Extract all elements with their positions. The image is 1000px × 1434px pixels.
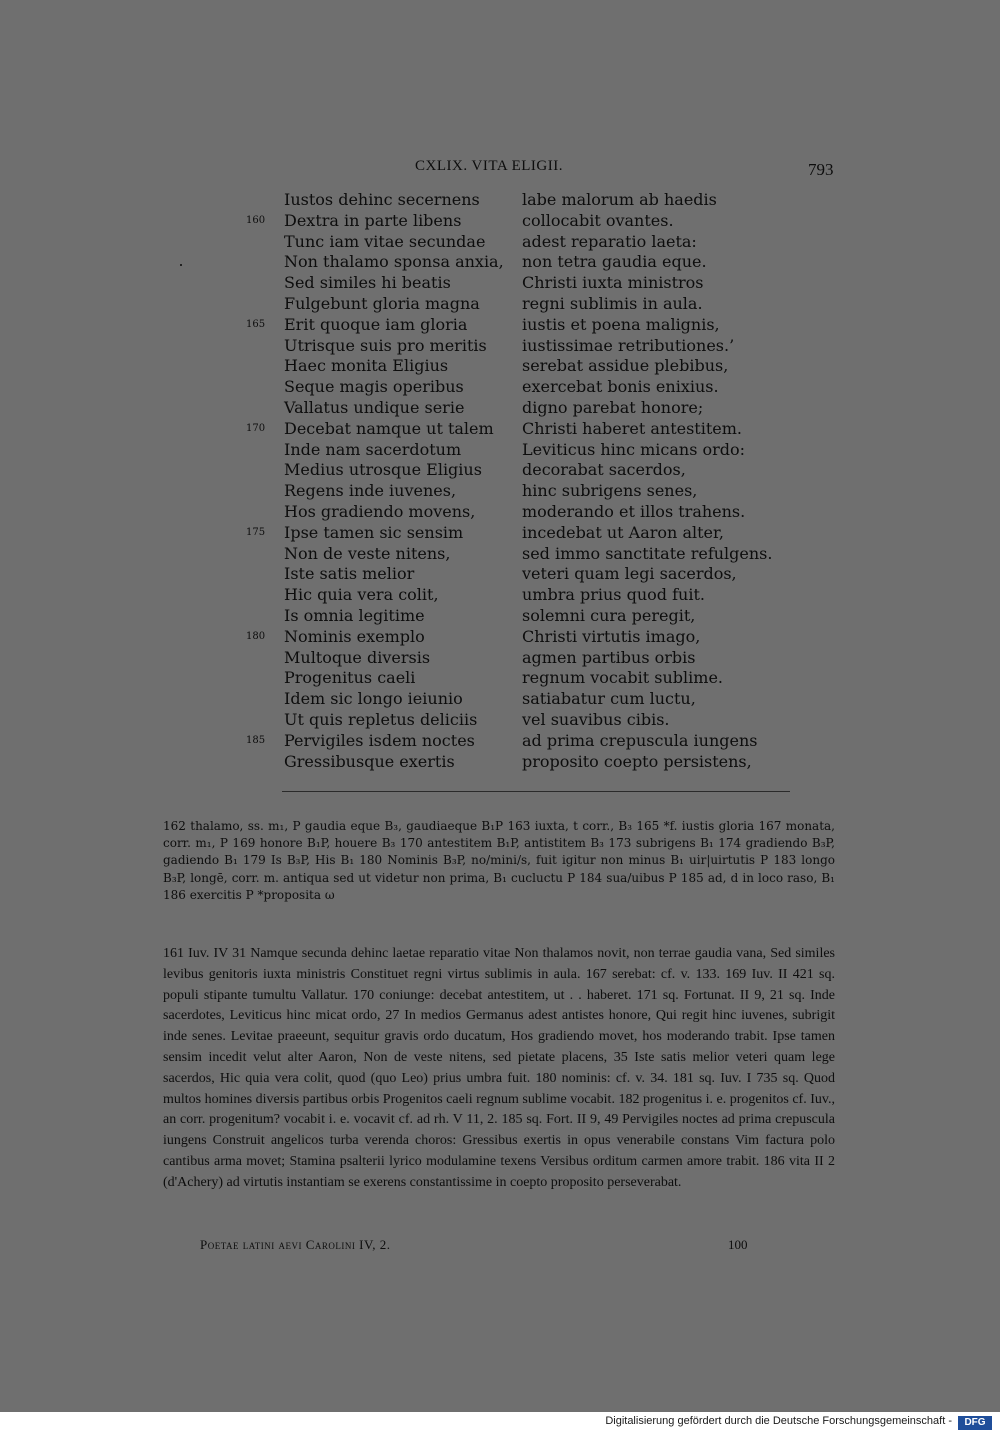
verse-first-half: Sed similes hi beatis — [284, 273, 451, 293]
verse-line — [0, 523, 1000, 544]
verse-first-half: Nominis exemplo — [284, 626, 425, 646]
verse-first-half: Non thalamo sponsa anxia, — [284, 252, 504, 272]
verse-line — [0, 689, 1000, 710]
verse-line — [0, 377, 1000, 398]
verse-line — [0, 752, 1000, 773]
verse-second-half: umbra prius quod fuit. — [522, 585, 705, 605]
verse-second-half: collocabit ovantes. — [522, 210, 674, 230]
verse-second-half: agmen partibus orbis — [522, 647, 696, 667]
verse-first-half: Fulgebunt gloria magna — [284, 293, 480, 313]
verse-first-half: Hos gradiendo movens, — [284, 501, 476, 521]
verse-first-half: Iustos dehinc secernens — [284, 190, 480, 209]
verse-line — [0, 419, 1000, 440]
verse-line — [0, 710, 1000, 731]
verse-second-half: sed immo sanctitate refulgens. — [522, 543, 773, 563]
verse-first-half: Gressibusque exertis — [284, 751, 455, 771]
verse-first-half: Dextra in parte libens — [284, 210, 462, 230]
verse-second-half: digno parebat honore; — [522, 397, 704, 417]
verse-second-half: ad prima crepuscula iungens — [522, 730, 758, 750]
running-title: CXLIX. VITA ELIGII. — [415, 158, 563, 174]
verse-second-half: Christi haberet antestitem. — [522, 418, 742, 438]
verse-second-half: regni sublimis in aula. — [522, 293, 703, 313]
verse-second-half: Leviticus hinc micans ordo: — [522, 439, 746, 459]
footnote-rule — [282, 791, 790, 792]
verse-line — [0, 731, 1000, 752]
verse-second-half: regnum vocabit sublime. — [522, 668, 723, 688]
verse-second-half: decorabat sacerdos, — [522, 460, 686, 480]
verse-line — [0, 232, 1000, 253]
verse-line — [0, 648, 1000, 669]
verse-first-half: Tunc iam vitae secundae — [284, 231, 486, 251]
verse-line — [0, 273, 1000, 294]
verse-first-half: Pervigiles isdem noctes — [284, 730, 475, 750]
verse-first-half: Regens inde iuvenes, — [284, 481, 457, 501]
verse-first-half: Hic quia vera colit, — [284, 585, 439, 605]
verse-line — [0, 502, 1000, 523]
verse-line — [0, 294, 1000, 315]
source-notes: 161 Iuv. IV 31 Namque secunda dehinc laetae reparatio vitae Non thalamos novit, non terrae gaudia vana, Sed similes levibus genitoris iuxta ministris Constituet regni virtus sublimis in aula. 167 serebat: cf. v. 133. 169 Iuv. II 421 sq. populi stipante tumultu Vallatur. 170 coniunge: decebat antestitem, ut . . haberet. 171 sq. Fortunat. II 9, 21 sq. Inde sacerdotes, Leviticus hinc micat ordo, 27 In medios Germanus adest antistes honore, Qui regit hinc iuvenes, subrigit inde senes. Levitae praeeunt, sequitur gravis ordo ducatum, Hos gradiendo movet, hos moderando trabit. Ipse tamen sensim incedit velut alter Aaron, Non de veste nitens, sed pietate placens, 35 Iste satis melior veteri quam lege sacerdos, Hic quia vera colit, quod (quo Leo) prius umbra fuit. 180 nominis: cf. v. 34. 181 sq. Iuv. I 735 sq. Quod multos homines diversis partibus orbis Progenitos caeli regnum sublime vocabit. 182 progenitus i. e. progenitos cf. Iuv., an corr. progenitum? vocabit i. e. vocavit cf. ad rh. V 11, 2. 185 sq. Fort. II 9, 49 Pervigiles noctes ad prima crepuscula iungens Construit angelicos turba verenda choros: Gressibus exertis in opus venerabile constans Vim factura polo cantibus arma movet; Stamina psalterii lyrico modulamine texens Versibus orditum carmen amore trabit. 186 vita II 2 (d'Achery) ad virtutis instantiam se exerens constantissime in coepto proposito perseverabat. — [163, 946, 835, 1190]
verse-second-half: Christi virtutis imago, — [522, 626, 701, 646]
verse-first-half: Ipse tamen sic sensim — [284, 522, 464, 542]
verse-first-half: Is omnia legitime — [284, 605, 425, 625]
verse-second-half: iustissimae retributiones.’ — [522, 335, 735, 355]
verse-line — [0, 544, 1000, 565]
verse-first-half: Decebat namque ut talem — [284, 418, 494, 438]
verse-line — [0, 440, 1000, 461]
verse-first-half: Multoque diversis — [284, 647, 431, 667]
verse-second-half: vel suavibus cibis. — [522, 709, 670, 729]
page-number: 793 — [808, 160, 834, 179]
verse-first-half: Erit quoque iam gloria — [284, 314, 468, 334]
verse-second-half: veteri quam legi sacerdos, — [522, 564, 737, 584]
verse-line — [0, 627, 1000, 648]
verse-line — [0, 190, 1000, 211]
verse-first-half: Haec monita Eligius — [284, 356, 449, 376]
verse-number: 170 — [246, 422, 266, 434]
signature-number: 100 — [728, 1237, 748, 1252]
verse-line — [0, 460, 1000, 481]
verse-second-half: non tetra gaudia eque. — [522, 252, 707, 272]
verse-first-half: Utrisque suis pro meritis — [284, 335, 487, 355]
signature-title: Poetae latini aevi Carolini IV, 2. — [200, 1237, 391, 1252]
funding-banner — [0, 1412, 1000, 1434]
verse-line — [0, 481, 1000, 502]
signature-line — [200, 1237, 840, 1257]
verse-first-half: Iste satis melior — [284, 564, 415, 584]
verse-number: 180 — [246, 630, 266, 642]
verse-second-half: iustis et poena malignis, — [522, 314, 720, 334]
verse-second-half: incedebat ut Aaron alter, — [522, 522, 724, 542]
funding-text: Digitalisierung gefördert durch die Deutsche Forschungsgemeinschaft - — [605, 1415, 952, 1427]
verse-second-half: serebat assidue plebibus, — [522, 356, 729, 376]
verse-line — [0, 585, 1000, 606]
verse-second-half: Christi iuxta ministros — [522, 273, 704, 293]
verse-line — [0, 315, 1000, 336]
verse-first-half: Progenitus caeli — [284, 668, 416, 688]
critical-apparatus: 162 thalamo, ss. m₁, P gaudia eque B₃, gaudiaeque B₁P 163 iuxta, t corr., B₃ 165 *f. iustis gloria 167 monata, corr. m₁, P 169 honore B₁P, houere B₃ 170 antestitem B₁P, antistitem B₃ 173 subrigens B₁ 174 gradiendo B₃P, gadiendo B₁ 179 Is B₃P, His B₁ 180 Nominis B₃P, no/mini/s, fuit igitur non minus B₁ uir|uirtutis P 183 longo B₃P, longē, corr. m. antiqua sed ut videtur non prima, B₁ cucluctu P 184 sua/uibus P 185 ad, d in loco raso, B₁ 186 exercitis P *proposita ω — [163, 819, 835, 902]
verse-first-half: Non de veste nitens, — [284, 543, 451, 563]
verse-number: 185 — [246, 734, 266, 746]
verse-line — [0, 336, 1000, 357]
verse-line — [0, 668, 1000, 689]
verse-number: 175 — [246, 526, 266, 538]
verse-line — [0, 211, 1000, 232]
verse-second-half: hinc subrigens senes, — [522, 481, 698, 501]
verse-second-half: moderando et illos trahens. — [522, 501, 746, 521]
verse-line — [0, 564, 1000, 585]
verse-block — [0, 190, 1000, 772]
verse-line — [0, 398, 1000, 419]
verse-first-half: Vallatus undique serie — [284, 397, 465, 417]
verse-first-half: Seque magis operibus — [284, 377, 464, 397]
verse-line — [0, 252, 1000, 273]
verse-second-half: labe malorum ab haedis — [522, 190, 717, 209]
verse-first-half: Idem sic longo ieiunio — [284, 689, 463, 709]
dfg-logo: DFG — [958, 1416, 992, 1430]
verse-line — [0, 606, 1000, 627]
page-header — [0, 158, 1000, 182]
verse-first-half: Ut quis repletus deliciis — [284, 709, 478, 729]
verse-second-half: solemni cura peregit, — [522, 605, 696, 625]
verse-second-half: proposito coepto persistens, — [522, 751, 752, 771]
verse-first-half: Medius utrosque Eligius — [284, 460, 482, 480]
verse-second-half: exercebat bonis enixius. — [522, 377, 719, 397]
verse-line — [0, 356, 1000, 377]
verse-first-half: Inde nam sacerdotum — [284, 439, 462, 459]
verse-number: 165 — [246, 318, 266, 330]
verse-second-half: satiabatur cum luctu, — [522, 689, 696, 709]
verse-second-half: adest reparatio laeta: — [522, 231, 697, 251]
verse-number: 160 — [246, 214, 266, 226]
